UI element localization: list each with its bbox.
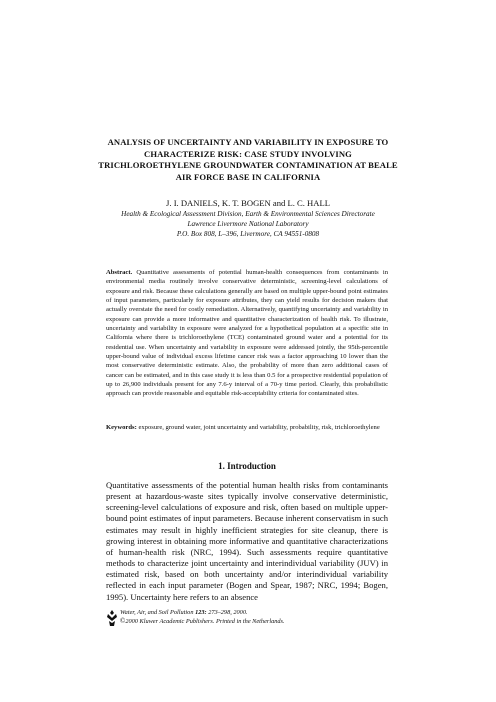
author-affiliation (60, 210, 436, 239)
abstract-label: Abstract. (106, 269, 133, 276)
copyright-line (120, 617, 410, 626)
journal-pages: 273–298, 2000. (208, 609, 248, 616)
journal-footer (106, 609, 406, 631)
keywords (106, 423, 388, 432)
copyright-text: 2000 Kluwer Academic Publishers. Printed in the Netherlands. (125, 618, 285, 626)
journal-volume: 123: (195, 609, 207, 616)
affiliation-address: P.O. Box 808, L–396, Livermore, CA 94551-0808 (176, 229, 320, 238)
section-heading: 1. Introduction (218, 461, 276, 471)
section-body-text: Quantitative assessments of the potential human health risks from contaminants present at hazardous-waste sites typically involve conservative deterministic, screening-level calculations of exposure and risk, often based on multiple upper-bound point estimates of input parameters. Because inherent conservatism in such estimates may result in highly inefficient strategies for site cleanup, there is growing interest in obtaining more informative and quantitative characterizations of human-health risk (NRC, 1994). Such assessments require quantitative methods to characterize joint uncertainty and interindividual variability (JUV) in estimated risk, based on both uncertainty and/or interindividual variability reflected in each input parameter (Bogen and Spear, 1987; NRC, 1994; Bogen, 1995). Uncertainty here refers to an absence (106, 480, 388, 602)
abstract-text: Quantitative assessments of potential human-health consequences from contaminants in environmental media routinely involve conservative deterministic, screening-level calculations of exposure and risk. Because these calculations generally are based on multiple upper-bound point estimates of input parameters, particularly for exposure attributes, they can yield results for decision makers that actually overstate the need for costly remediation. Alternatively, quantifying uncertainty and variability in exposure can provide a more informative and quantitative characterization of health risk. To illustrate, uncertainty and variability in exposure were analyzed for a hypothetical population at a specific site in California where there is trichloroethylene (TCE) contaminated ground water and a potential for its residential use. When uncertainty and variability in exposure were addressed jointly, the 95th-percentile upper-bound value of individual excess lifetime cancer risk was a factor approaching 10 lower than the most conservative deterministic estimate. Also, the probability of more than zero additional cases of cancer can be estimated, and in this case study it is less than 0.5 for a prospective residential population of up to 26,900 individuals present for any 7.6-y interval of a 70-y time period. Clearly, this probabilistic approach can provide reasonable and equitable risk-acceptability criteria for contaminated sites. (106, 269, 388, 398)
paper-title: ANALYSIS OF UNCERTAINTY AND VARIABILITY IN EXPOSURE TO CHARACTERIZE RISK: CASE STUDY INVOLVING TRICHLOROETHYLENE GROUNDWATER CONTAMINATION AT BEALE AIR FORCE BASE IN CALIFORNIA (98, 137, 398, 182)
paper-authors: J. I. DANIELS, K. T. BOGEN and L. C. HALL (166, 198, 330, 208)
keywords-label: Keywords: (106, 424, 137, 431)
affiliation-lab: Lawrence Livermore National Laboratory (187, 219, 309, 228)
publisher-logo-icon (106, 610, 118, 626)
affiliation-division: Health & Ecological Assessment Division, Earth & Environmental Sciences Directorate (121, 210, 375, 218)
keywords-text: exposure, ground water, joint uncertainty and variability, probability, risk, trichloroethylene (138, 424, 380, 431)
journal-name: Water, Air, and Soil Pollution (120, 609, 194, 616)
copyright-symbol: © (120, 617, 126, 626)
journal-citation (120, 609, 410, 617)
abstract (106, 268, 388, 399)
